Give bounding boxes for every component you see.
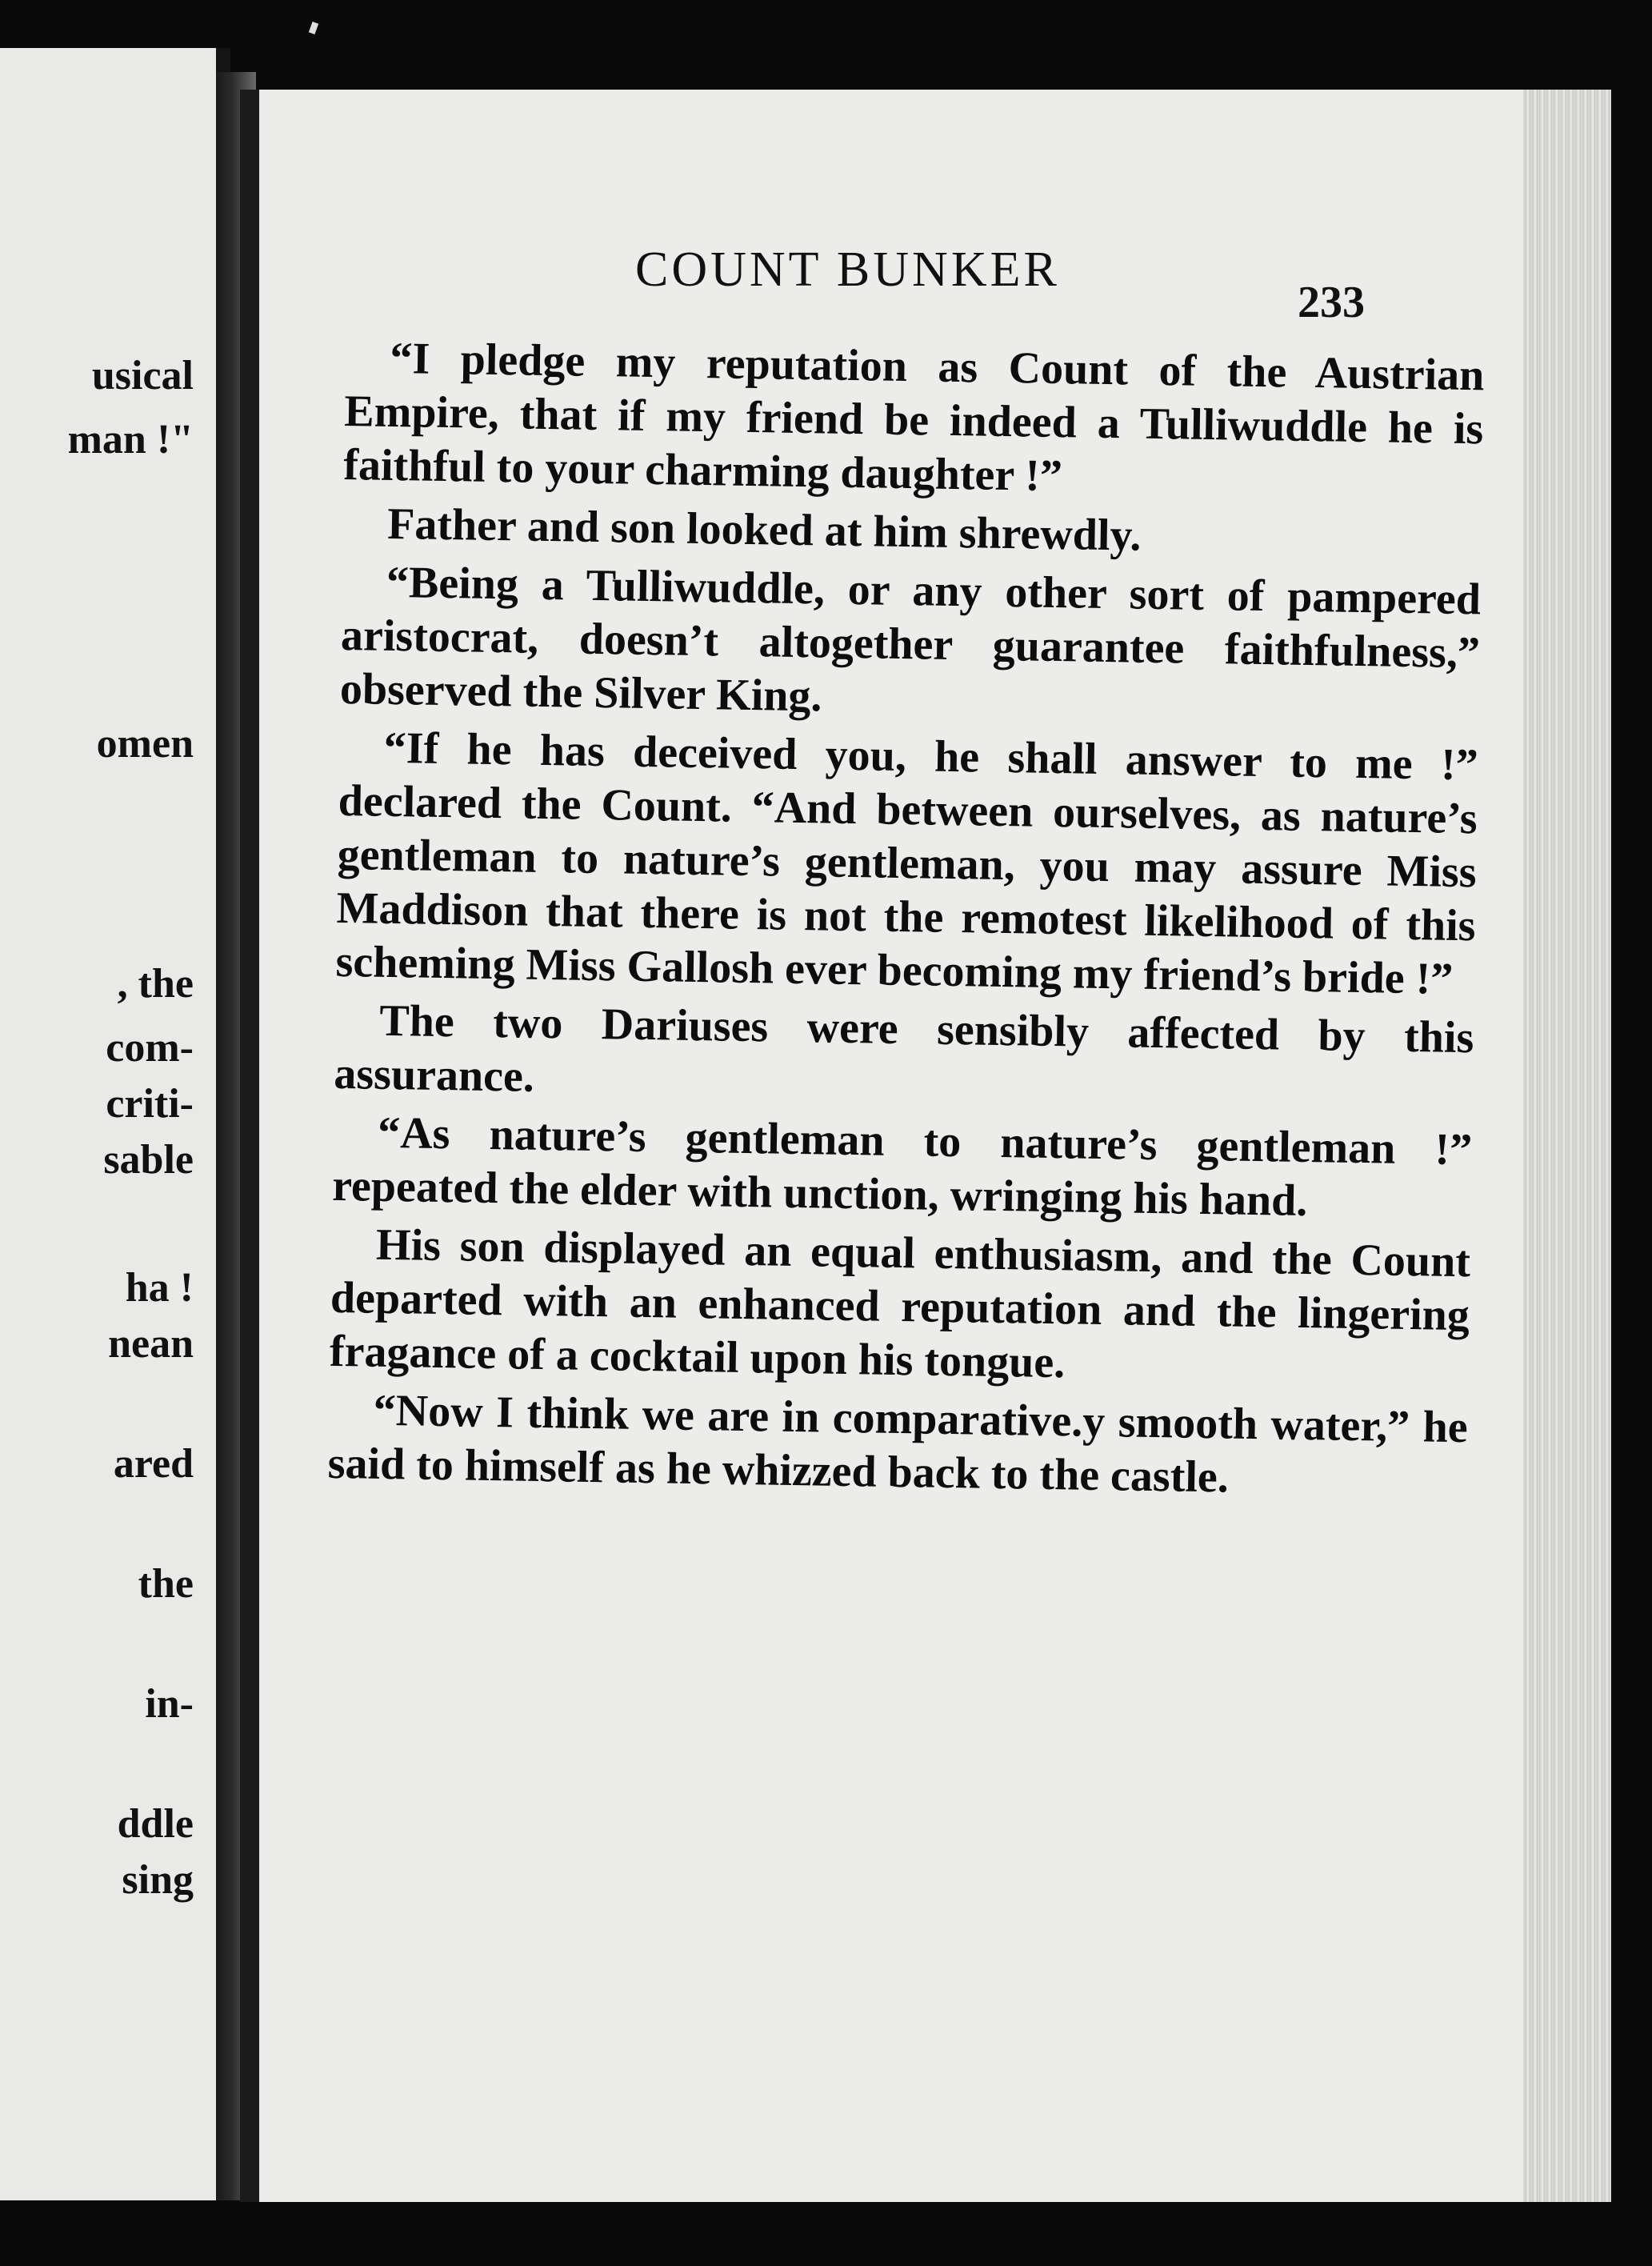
paragraph: The two Dariuses were sensibly affected by this assurance. <box>333 995 1474 1102</box>
left-page-line: ddle <box>117 1801 194 1847</box>
scan-bottom-border <box>0 2202 1652 2266</box>
left-page-line: com- <box>106 1025 194 1071</box>
paragraph: His son displayed an equal enthusiasm, and the Count departed with an enhanced reputation and the lingering fragance of a cocktail upon his tongue. <box>329 1219 1471 1388</box>
left-page-fragment <box>0 48 230 2200</box>
left-page-line: nean <box>108 1321 194 1367</box>
left-page-line: sable <box>103 1137 194 1183</box>
left-page-line: sing <box>122 1857 194 1903</box>
paragraph: “If he has deceived you, he shall answer to me !” declared the Count. “And between ourselves, as nature’s gentleman to nature’s gentleman, you may assure Miss Maddison that there is not the remotest likelihood of this scheming Miss Gallosh ever becoming my friend’s bride !” <box>335 723 1479 1004</box>
left-page-line: in- <box>145 1681 194 1727</box>
left-page-line: ha ! <box>125 1265 194 1311</box>
paragraph: “As nature’s gentleman to nature’s gentleman !” repeated the elder with unction, wringing his hand. <box>331 1107 1473 1227</box>
page-number: 233 <box>1298 278 1365 327</box>
running-title: COUNT BUNKER <box>635 242 1060 297</box>
paragraph: “Being a Tulliwuddle, or any other sort of pampered aristocrat, doesn’t altogether guarantee faithfulness,” observed the Silver King. <box>339 557 1482 722</box>
left-page-line: man !" <box>67 417 194 462</box>
scan-speck <box>309 22 318 34</box>
paragraph: “Now I think we are in comparative.y smooth water,” he said to himself as he whizzed back to the castle. <box>327 1385 1469 1503</box>
left-page-line: usical <box>91 353 194 398</box>
left-page-line: , the <box>117 961 194 1007</box>
left-page-line: omen <box>96 721 194 767</box>
right-page <box>240 90 1611 2202</box>
left-page-line: criti- <box>106 1081 194 1127</box>
left-page-line: ared <box>113 1441 194 1487</box>
body-text <box>327 331 1485 1513</box>
page-edge-shading <box>1523 90 1611 2202</box>
left-page-line: the <box>138 1561 194 1607</box>
paragraph: “I pledge my reputation as Count of the Austrian Empire, that if my friend be indeed a Tulliwuddle he is faithful to your charming daughter !” <box>342 333 1485 502</box>
paragraph: Father and son looked at him shrewdly. <box>386 498 1142 561</box>
